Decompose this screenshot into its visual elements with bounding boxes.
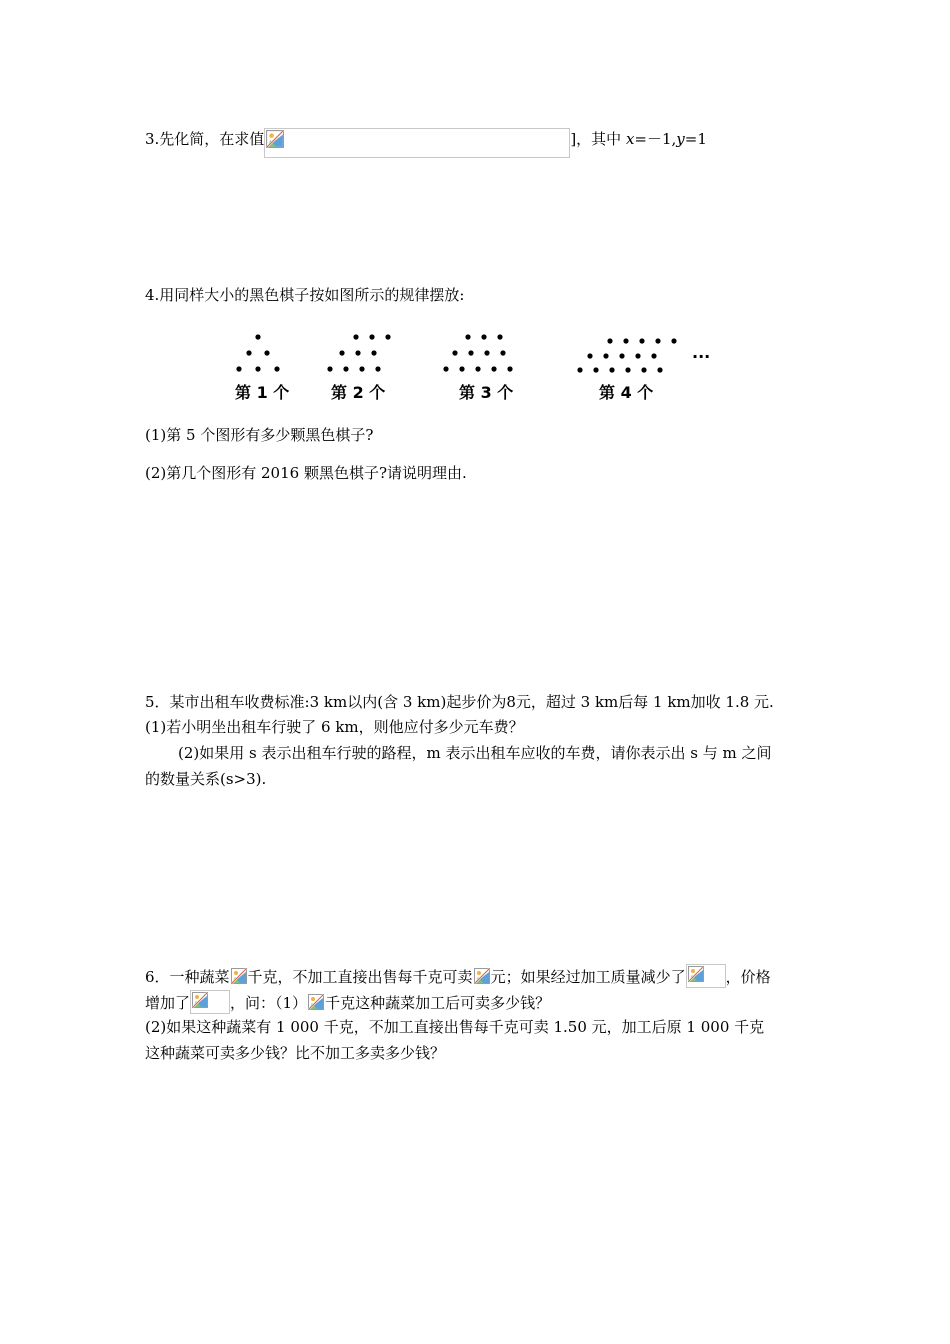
figure-label-4: 第 4 个 — [599, 383, 654, 402]
chess-dot — [459, 366, 464, 371]
broken-image-icon — [688, 966, 704, 982]
broken-image-icon — [308, 994, 324, 1010]
figure-label-3: 第 3 个 — [459, 383, 514, 402]
chess-dot — [593, 367, 598, 372]
chess-dot — [655, 338, 660, 343]
problem-4-question-1: (1)第 5 个图形有多少颗黑色棋子? — [145, 426, 374, 444]
chess-dot — [371, 350, 376, 355]
chess-dot — [500, 350, 505, 355]
chess-dot — [587, 353, 592, 358]
broken-image-icon — [266, 130, 284, 148]
figure-label-2: 第 2 个 — [331, 383, 386, 402]
chess-dot — [639, 338, 644, 343]
broken-image-icon — [474, 968, 490, 984]
chess-dot — [274, 366, 279, 371]
chess-dot — [651, 353, 656, 358]
chess-dot — [452, 350, 457, 355]
chess-dot — [657, 367, 662, 372]
chess-dot — [603, 353, 608, 358]
chess-dot — [671, 338, 676, 343]
chess-dot — [497, 334, 502, 339]
chess-dot — [475, 366, 480, 371]
chess-dot — [507, 366, 512, 371]
figure-ellipsis: ··· — [692, 347, 711, 366]
problem-6-line-3: (2)如果这种蔬菜有 1 000 千克，不加工直接出售每千克可卖 1.50 元，加工后原 1 000 千克 — [145, 1018, 765, 1036]
chess-dot — [359, 366, 364, 371]
problem-3-text: 3.先化简，在求值 — [145, 130, 265, 148]
chess-dot — [246, 350, 251, 355]
problem-3: 3.先化简，在求值 ]，其中 x=－1,y=1 — [145, 128, 707, 158]
chess-dot — [577, 367, 582, 372]
broken-image-icon — [231, 968, 247, 984]
chess-dot — [609, 367, 614, 372]
chess-dot — [641, 367, 646, 372]
chess-dot — [484, 350, 489, 355]
chess-dot — [465, 334, 470, 339]
chess-dot — [369, 334, 374, 339]
chess-dot — [623, 338, 628, 343]
chess-dot — [255, 334, 260, 339]
chess-dot — [343, 366, 348, 371]
chess-dot — [255, 366, 260, 371]
formula-image-placeholder — [264, 128, 570, 158]
chess-dot — [264, 350, 269, 355]
chess-dot — [443, 366, 448, 371]
problem-5-line-2: (1)若小明坐出租车行驶了 6 km，则他应付多少元车费？ — [145, 718, 524, 736]
formula-image-placeholder — [686, 964, 726, 988]
problem-5-line-4: 的数量关系(s>3). — [145, 770, 267, 788]
chess-dot — [619, 353, 624, 358]
chess-dot — [353, 334, 358, 339]
chess-dot — [385, 334, 390, 339]
formula-image-placeholder — [190, 990, 230, 1014]
chess-dot — [607, 338, 612, 343]
problem-6-line-4: 这种蔬菜可卖多少钱？比不加工多卖多少钱？ — [145, 1044, 446, 1062]
problem-4-question-2: (2)第几个图形有 2016 颗黑色棋子?请说明理由. — [145, 464, 467, 482]
problem-5-line-1: 5．某市出租车收费标准:3 km以内(含 3 km)起步价为8元，超过 3 km后每 1 km加收 1.8 元. — [145, 693, 774, 711]
formula-image-placeholder — [473, 967, 491, 985]
chess-dot — [491, 366, 496, 371]
problem-6-line-2: 增加了 ，问：（1） 千克这种蔬菜加工后可卖多少钱？ — [145, 990, 550, 1014]
chess-dot — [625, 367, 630, 372]
chess-dot — [635, 353, 640, 358]
chess-dot — [327, 366, 332, 371]
problem-6-line-1: 6．一种蔬菜 千克，不加工直接出售每千克可卖 元；如果经过加工质量减少了 ，价格 — [145, 964, 771, 988]
chess-dot — [355, 350, 360, 355]
formula-image-placeholder — [307, 993, 325, 1011]
formula-image-placeholder — [230, 967, 248, 985]
problem-4-title: 4.用同样大小的黑色棋子按如图所示的规律摆放: — [145, 286, 465, 304]
chess-pattern-figure — [230, 330, 730, 408]
chess-dot — [481, 334, 486, 339]
chess-dot — [468, 350, 473, 355]
problem-5-line-3: (2)如果用 s 表示出租车行驶的路程，m 表示出租车应收的车费，请你表示出 s 与 m 之间 — [178, 744, 772, 762]
chess-dot — [236, 366, 241, 371]
chess-dot — [339, 350, 344, 355]
figure-label-1: 第 1 个 — [235, 383, 290, 402]
chess-dot — [375, 366, 380, 371]
broken-image-icon — [192, 992, 208, 1008]
